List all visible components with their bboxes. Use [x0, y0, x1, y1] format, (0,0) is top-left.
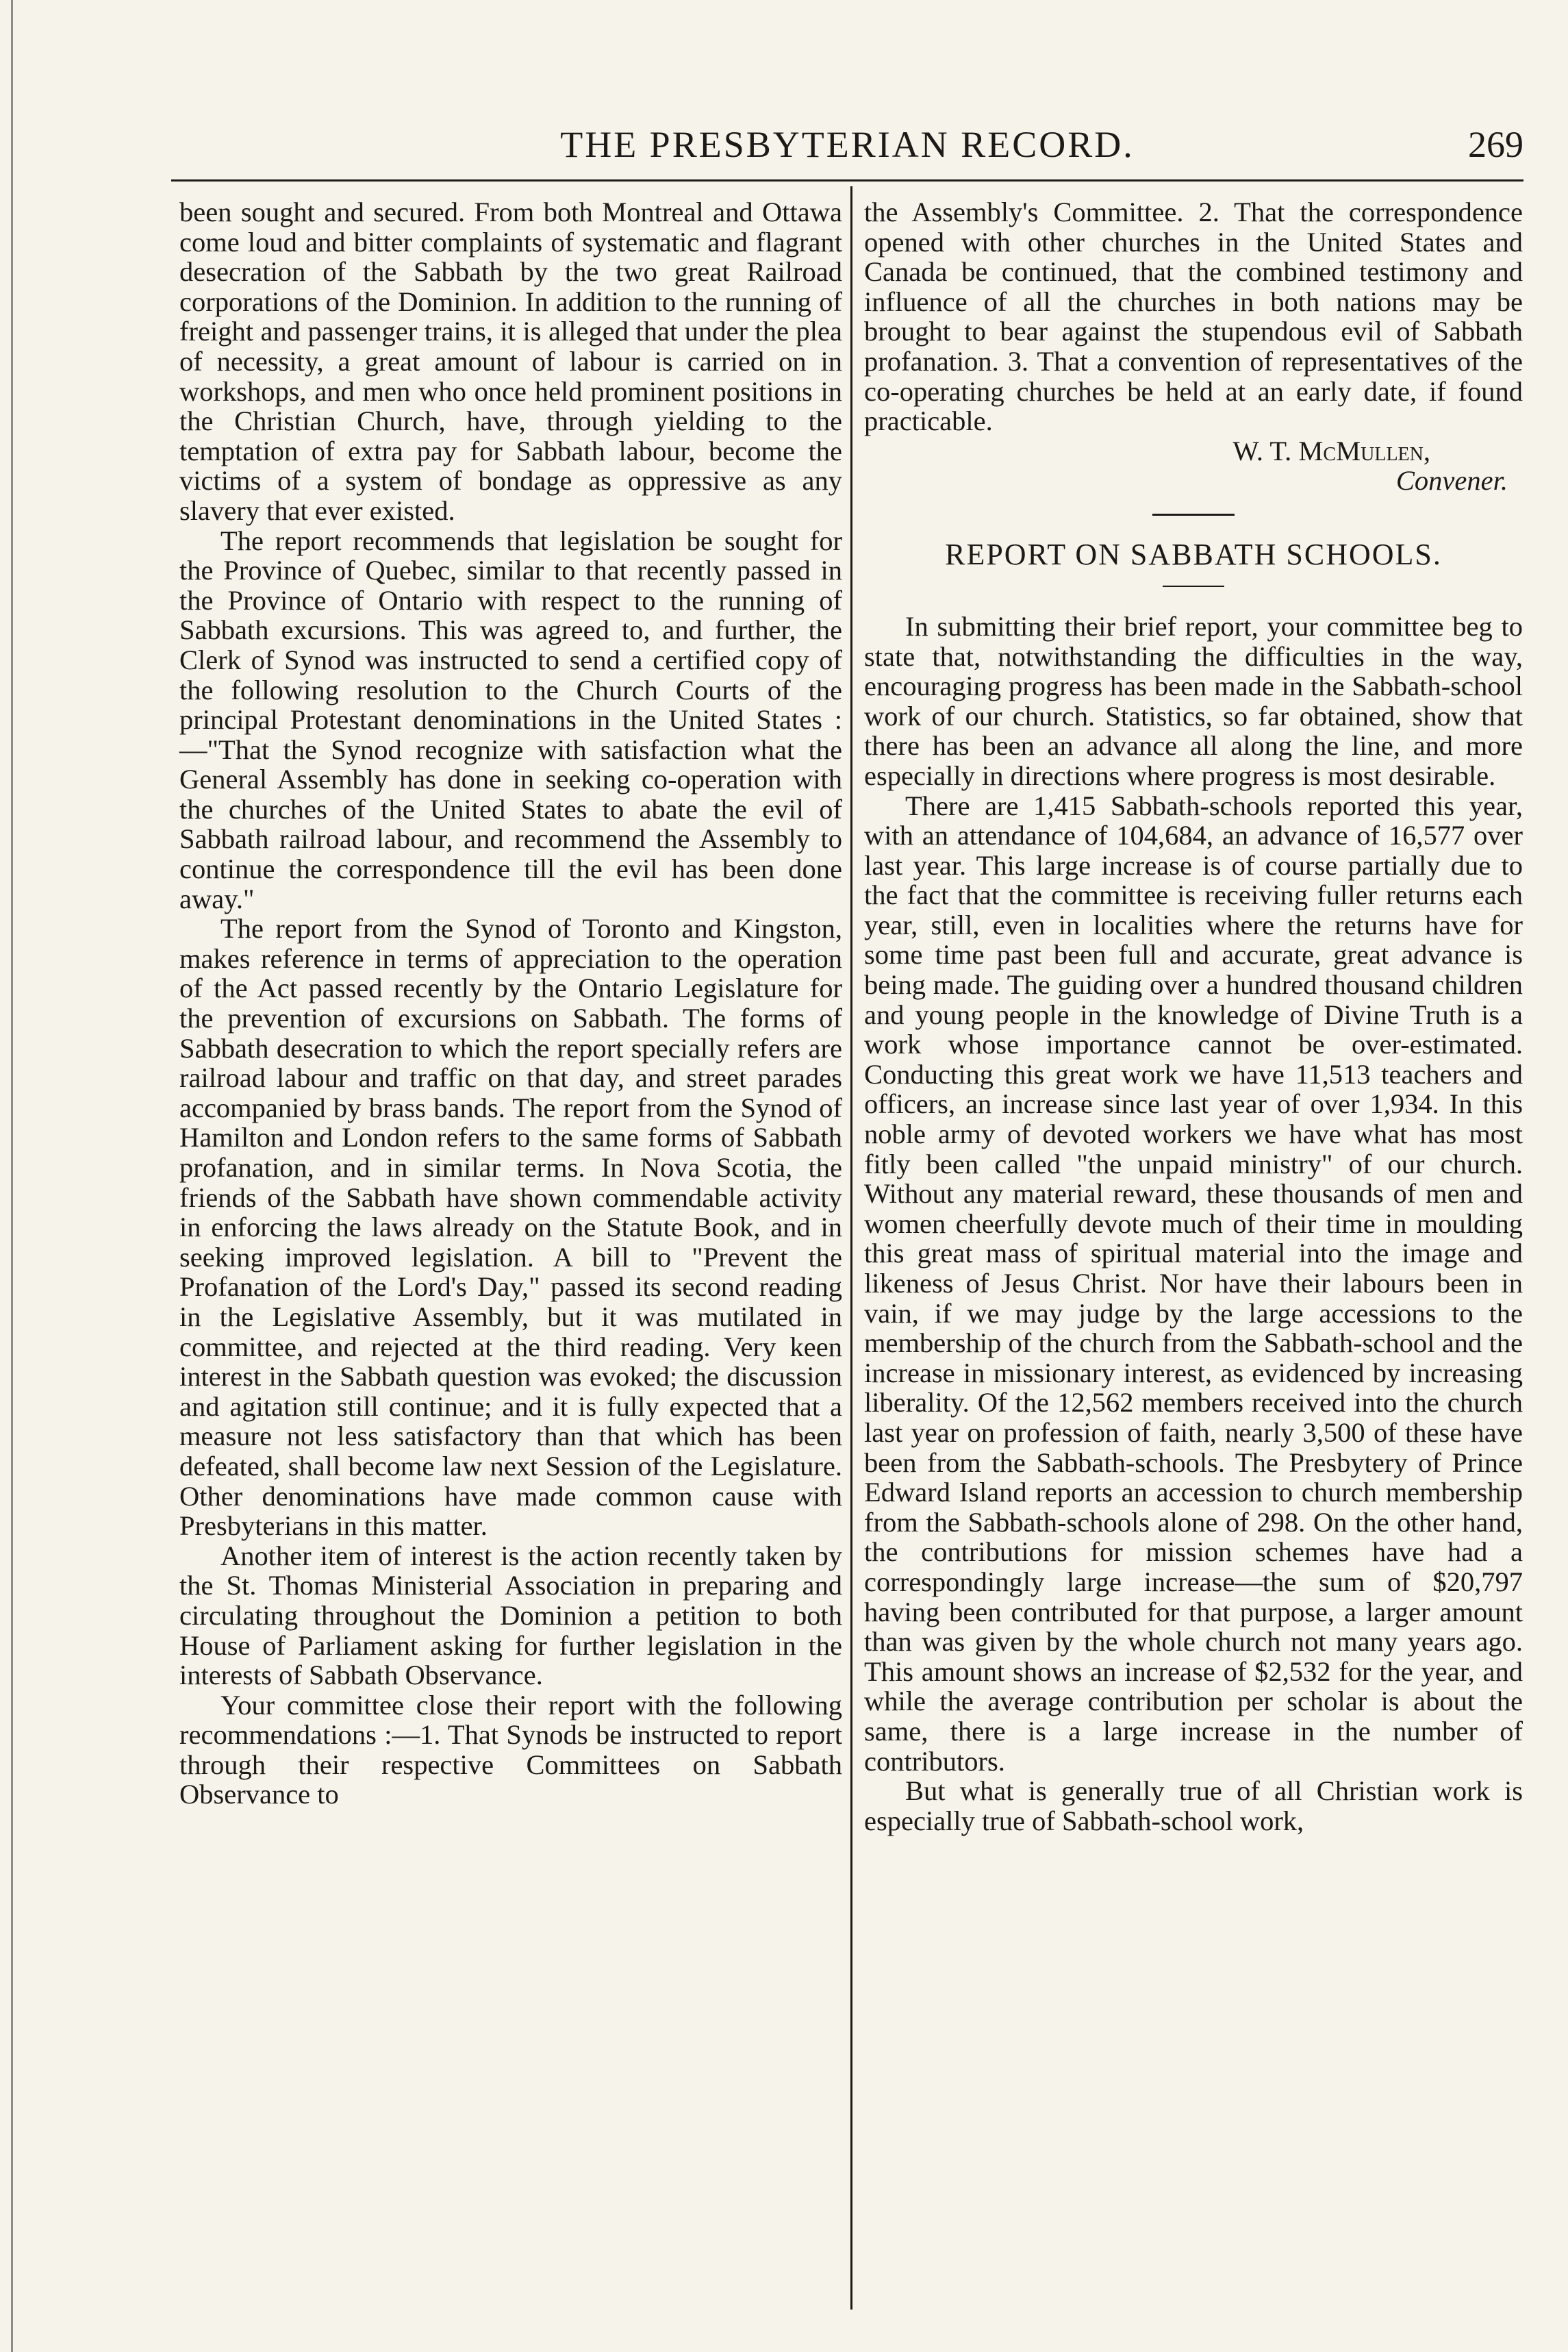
running-header	[171, 116, 1523, 171]
signature-block	[864, 436, 1523, 496]
paragraph: There are 1,415 Sabbath-schools reported this year, with an attendance of 104,684, an advance of 16,577 over last year. This large increase is of course partially due to the fact that the committee is receiving fuller returns each year, still, even in localities where the returns have for some time past been full and accurate, great advance is being made. The guiding over a hundred thousand children and young people in the knowledge of Divine Truth is a work whose importance cannot be over-estimated. Conducting this great work we have 11,513 teachers and officers, an increase since last year of over 1,934. In this noble army of devoted workers we have what has most fitly been called "the unpaid ministry" of our church. Without any material reward, these thousands of men and women cheerfully devote much of their time in moulding this great mass of spiritual material into the image and likeness of Jesus Christ. Nor have their labours been in vain, if we may judge by the large accessions to the membership of the church from the Sabbath-school and the increase in missionary interest, as evidenced by increasing liberality. Of the 12,562 members received into the church last year on profession of faith, nearly 3,500 of these have been from the Sabbath-schools. The Presbytery of Prince Edward Island reports an accession to church membership from the Sabbath-schools alone of 298. On the other hand, the contributions for mission schemes have had a correspondingly large increase—the sum of $20,797 having been contributed for that purpose, a larger amount than was given by the whole church not many years ago. This amount shows an increase of $2,532 for the year, and while the average contribution per scholar is about the same, there is a large increase in the number of contributors.	[864, 790, 1523, 1777]
journal-title: THE PRESBYTERIAN RECORD.	[560, 124, 1135, 165]
column-divider	[850, 186, 852, 2310]
header-rule	[171, 179, 1523, 182]
heading-separator	[1163, 586, 1224, 587]
paragraph: The report from the Synod of Toronto and Kingston, makes reference in terms of appreciation to the operation of the Act passed recently by the Ontario Legislature for the prevention of excursions on Sabbath. The forms of Sabbath desecration to which the report specially refers are railroad labour and traffic on that day, and street parades accompanied by brass bands. The report from the Synod of Hamilton and London refers to the same forms of Sabbath profanation, and in similar terms. In Nova Scotia, the friends of the Sabbath have shown commendable activity in enforcing the laws already on the Statute Book, and in seeking improved legislation. A bill to "Prevent the Profanation of the Lord's Day," passed its second reading in the Legislative Assembly, but it was mutilated in committee, and rejected at the third reading. Very keen interest in the Sabbath question was evoked; the discussion and agitation still continue; and it is fully expected that a measure not less satisfactory than that which has been defeated, shall become law next Session of the Legislature. Other denominations have made common cause with Presbyterians in this matter.	[179, 913, 842, 1542]
right-column	[864, 197, 1523, 1836]
signature-name: W. T. McMullen,	[1232, 435, 1430, 466]
left-column	[179, 197, 842, 1810]
paragraph: the Assembly's Committee. 2. That the correspondence opened with other churches in the United States and Canada be continued, that the combined testimony and influence of all the churches in both nations may be brought to bear against the stupendous evil of Sabbath profanation. 3. That a convention of representatives of the co-operating churches be held at an early date, if found practicable.	[864, 197, 1523, 437]
paragraph: Your committee close their report with the following recommendations :—1. That Synods be instructed to report through their respective Committees on Sabbath Observance to	[179, 1689, 842, 1810]
paragraph: But what is generally true of all Christian work is especially true of Sabbath-school work,	[864, 1775, 1523, 1836]
paragraph: been sought and secured. From both Montreal and Ottawa come loud and bitter complaints of systematic and flagrant desecration of the Sabbath by the two great Railroad corporations of the Dominion. In addition to the running of freight and passenger trains, it is alleged that under the plea of necessity, a great amount of labour is carried on in workshops, and men who once held prominent positions in the Christian Church, have, through yielding to the temptation of extra pay for Sabbath labour, become the victims of a system of bondage as oppressive as any slavery that ever existed.	[179, 197, 842, 526]
page-binding-edge	[11, 0, 13, 2352]
paragraph: Another item of interest is the action recently taken by the St. Thomas Ministerial Association in preparing and circulating throughout the Dominion a petition to both House of Parliament asking for further legislation in the interests of Sabbath Observance.	[179, 1540, 842, 1691]
page-number: 269	[1468, 124, 1523, 165]
section-heading: REPORT ON SABBATH SCHOOLS.	[945, 537, 1442, 571]
paragraph: In submitting their brief report, your committee beg to state that, notwithstanding the difficulties in the way, encouraging progress has been made in the Sabbath-school work of our church. Statistics, so far obtained, show that there has been an advance all along the line, and more especially in directions where progress is most desirable.	[864, 610, 1523, 791]
paragraph: The report recommends that legislation be sought for the Province of Quebec, similar to that recently passed in the Province of Ontario with respect to the running of Sabbath excursions. This was agreed to, and further, the Clerk of Synod was instructed to send a certified copy of the following resolution to the Church Courts of the principal Protestant denominations in the United States :—"That the Synod recognize with satisfaction what the General Assembly has done in seeking co-operation with the churches of the United States to abate the evil of Sabbath railroad labour, and recommend the Assembly to continue the correspondence till the evil has been done away."	[179, 525, 842, 914]
signature-role: Convener.	[1395, 465, 1508, 497]
section-separator	[1152, 514, 1235, 516]
